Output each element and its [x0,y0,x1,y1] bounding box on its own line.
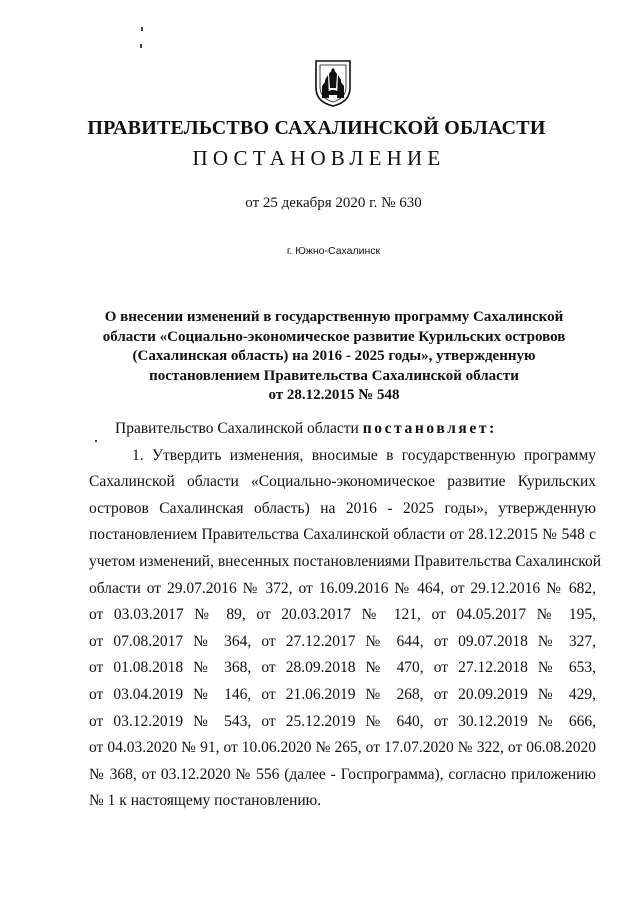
subject-line: О внесении изменений в государственную программу Сахалинской [104,309,564,325]
paragraph-line: от 03.03.2017 № 89, от 20.03.2017 № 121, от 04.05.2017 № 195, [89,606,596,624]
document-body [89,416,602,815]
paragraph-line: островов Сахалинская область) на 2016 - 2025 годы», утвержденную [89,499,596,517]
paragraph-line: области от 29.07.2016 № 372, от 16.09.2016 № 464, от 29.12.2016 № 682, [89,579,596,597]
paragraph-line: от 01.08.2018 № 368, от 28.09.2018 № 470, от 27.12.2018 № 653, [89,659,596,677]
paragraph-line: от 03.04.2019 № 146, от 21.06.2019 № 268, от 20.09.2019 № 429, [89,685,596,703]
paragraph-line: от 04.03.2020 № 91, от 10.06.2020 № 265, от 17.07.2020 № 322, от 06.08.2020 [89,739,596,757]
preamble-decree: постановляет: [362,420,497,437]
paragraph-line: от 07.08.2017 № 364, от 27.12.2017 № 644, от 09.07.2018 № 327, [89,632,596,650]
paragraph-line: 1. Утвердить изменения, вносимые в государственную программу [132,446,596,464]
government-title: ПРАВИТЕЛЬСТВО САХАЛИНСКОЙ ОБЛАСТИ [87,117,546,139]
scan-artifact [141,27,143,31]
document-date: от 25 декабря 2020 г. № 630 [245,195,422,211]
preamble-prefix: Правительство Сахалинской области [115,420,359,437]
subject-line: области «Социально-экономическое развитие Курильских островов [102,328,566,345]
sakhalin-coat-of-arms-icon [313,58,353,108]
paragraph-line: Сахалинской области «Социально-экономическое развитие Курильских [89,473,596,491]
document-type: ПОСТАНОВЛЕНИЕ [192,146,446,170]
subject-line: от 28.12.2015 № 548 [268,387,400,404]
paragraph-line: учетом изменений, внесенных постановлениями Правительства Сахалинской [89,552,602,570]
document-subject [96,308,572,406]
subject-line: (Сахалинская область) на 2016 - 2025 годы», утвержденную [132,348,536,365]
paragraph-line: от 03.12.2019 № 543, от 25.12.2019 № 640, от 30.12.2019 № 666, [89,712,596,730]
subject-line: постановлением Правительства Сахалинской области [149,367,519,384]
scan-artifact [140,44,142,48]
paragraph-line: постановлением Правительства Сахалинской области от 28.12.2015 № 548 с [89,526,596,544]
paragraph-line: № 368, от 03.12.2020 № 556 (далее - Госпрограмма), согласно приложению [89,765,596,783]
paragraph-line: № 1 к настоящему постановлению. [89,792,322,810]
document-city: г. Южно-Сахалинск [286,245,381,257]
preamble [89,416,596,443]
